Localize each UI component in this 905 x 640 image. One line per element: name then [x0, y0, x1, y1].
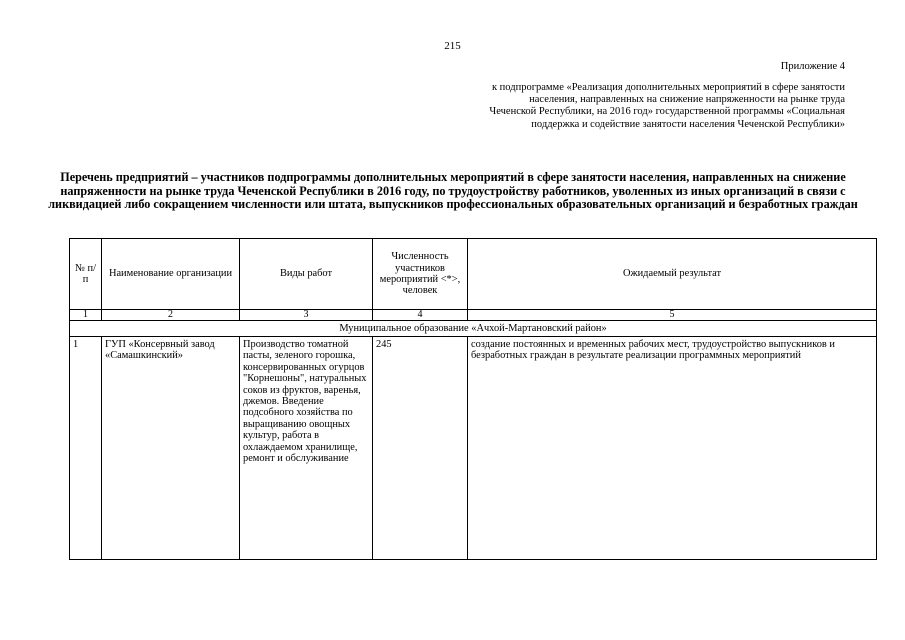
header-num: № п/п: [70, 239, 102, 310]
column-number: 5: [468, 310, 877, 321]
header-participants: Численность участников мероприятий <*>, человек: [373, 239, 468, 310]
column-number: 3: [240, 310, 373, 321]
row-works: Производство томатной пасты, зеленого горошка, консервированных огурцов "Корнешоны", натуральных соков из фруктов, варенья, джемов. Введение подсобного хозяйства по выращиванию овощных культур, работа в охлаждаемом хранилище, ремонт и обслуживание: [240, 337, 373, 560]
column-number: 2: [102, 310, 240, 321]
row-organization: ГУП «Консервный завод «Самашкинский»: [102, 337, 240, 560]
appendix-text: к подпрограмме «Реализация дополнительных мероприятий в сфере занятости населения, направленных на снижение напряженности на рынке труда Чеченской Республики, на 2016 год» государственной программы «Социальная поддержка и содействие занятости населения Чеченской Республики»: [489, 82, 845, 130]
appendix-label: Приложение 4: [780, 61, 845, 72]
participants-table: [69, 238, 877, 560]
row-num: 1: [70, 337, 102, 560]
column-number: 1: [70, 310, 102, 321]
row-participants: 245: [373, 337, 468, 560]
column-number: 4: [373, 310, 468, 321]
section-row: [70, 321, 877, 337]
column-numbers-row: [70, 310, 877, 321]
header-organization: Наименование организации: [102, 239, 240, 310]
header-result: Ожидаемый результат: [468, 239, 877, 310]
page-number: 215: [444, 40, 461, 52]
section-title: Муниципальное образование «Ачхой-Мартановский район»: [70, 321, 877, 337]
table-header-row: [70, 239, 877, 310]
document-title: Перечень предприятий – участников подпрограммы дополнительных мероприятий в сфере занятости населения, направленных на снижение напряженности на рынке труда Чеченской Республики в 2016 году, по трудоустройству работников, уволенных из иных организаций в связи с ликвидацией либо сокращением численности или штата, выпускников профессиональных образовательных организаций и безработных граждан: [48, 170, 858, 211]
header-works: Виды работ: [240, 239, 373, 310]
table-row: [70, 337, 877, 560]
row-result: создание постоянных и временных рабочих мест, трудоустройство выпускников и безработных граждан в результате реализации программных мероприятий: [468, 337, 877, 560]
